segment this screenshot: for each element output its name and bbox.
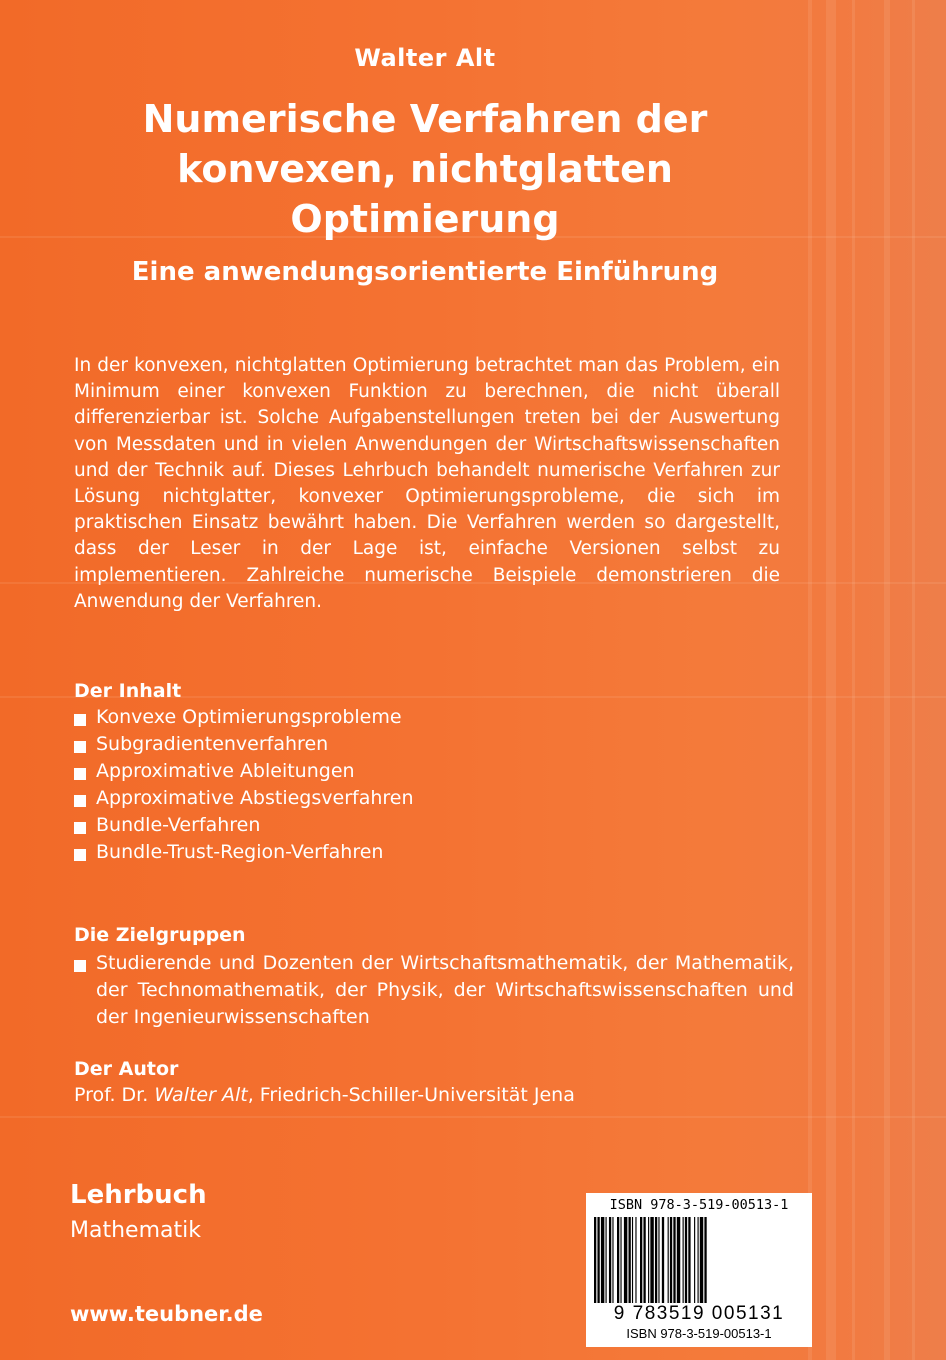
barcode-bar	[606, 1217, 607, 1303]
barcode-bar	[643, 1217, 645, 1303]
author-name: Walter Alt	[354, 44, 496, 72]
list-item: Approximative Ableitungen	[74, 758, 414, 785]
series-subject: Mathematik	[70, 1218, 201, 1243]
square-bullet-icon	[74, 822, 86, 834]
texture-streak	[884, 0, 890, 1360]
isbn-bottom-label: ISBN 978-3-519-00513-1	[626, 1326, 772, 1341]
texture-streak	[852, 0, 855, 1360]
description-paragraph: In der konvexen, nichtglatten Optimierung betrachtet man das Problem, ein Minimum einer konvexen Funktion zu berechnen, die nicht überall differenzierbar ist. Solche Aufgabenstellungen treten bei der Auswertung von Messdaten und in vielen Anwendungen der Wirtschaftswissenschaften und der Technik auf. Dieses Lehrbuch behandelt numerische Verfahren zur Lösung nichtglatter, konvexer Optimierungsprobleme, die sich im praktischen Einsatz bewährt haben. Die Verfahren werden so dargestellt, dass der Leser in der Lage ist, einfache Versionen selbst zu implementieren. Zahlreiche numerische Beispiele demonstrieren die Anwendung der Verfahren.	[74, 355, 780, 612]
barcode-bar	[650, 1217, 653, 1303]
barcode-bar	[629, 1217, 631, 1303]
barcode-bar	[700, 1217, 703, 1303]
title-line: Numerische Verfahren der	[142, 97, 708, 141]
author-heading: Der Autor	[74, 1058, 179, 1080]
author-title: Prof. Dr.	[74, 1084, 149, 1106]
barcode-bar	[594, 1217, 596, 1303]
barcode-bar	[620, 1217, 621, 1303]
barcode-bar	[698, 1217, 699, 1303]
barcode-bar	[655, 1217, 657, 1303]
list-item: Approximative Abstiegsverfahren	[74, 785, 414, 812]
series-name: Lehrbuch	[70, 1180, 207, 1210]
audience-text: Studierende und Dozenten der Wirtschaftsmathematik, der Mathematik, der Technomathematik, der Physik, der Wirtschaftswissenschaften und der Ingenieurwissenschaften	[96, 952, 794, 1028]
barcode-bar	[688, 1217, 690, 1303]
square-bullet-icon	[74, 795, 86, 807]
barcode-bar	[668, 1217, 669, 1303]
barcode-bar	[597, 1217, 599, 1303]
barcode-bar	[601, 1217, 604, 1303]
contents-heading: Der Inhalt	[74, 680, 182, 702]
list-item: Konvexe Optimierungsprobleme	[74, 704, 414, 731]
isbn-top-label: ISBN 978-3-519-00513-1	[609, 1197, 789, 1213]
texture-line	[0, 1116, 946, 1118]
author-affiliation: , Friedrich-Schiller-Universität Jena	[247, 1084, 575, 1106]
title-line: konvexen, nichtglatten	[177, 147, 673, 191]
square-bullet-icon	[74, 768, 86, 780]
barcode-bar	[635, 1217, 636, 1303]
barcode-bar	[624, 1217, 627, 1303]
square-bullet-icon	[74, 714, 86, 726]
barcode-bar	[683, 1217, 684, 1303]
barcode-bar	[673, 1217, 675, 1303]
barcode-bar	[640, 1217, 642, 1303]
title-line: Optimierung	[290, 197, 560, 241]
barcode-bar	[609, 1217, 611, 1303]
book-subtitle: Eine anwendungsorientierte Einführung	[131, 257, 719, 287]
barcode-bar	[617, 1217, 619, 1303]
list-item: Subgradientenverfahren	[74, 731, 414, 758]
barcode-bar	[685, 1217, 687, 1303]
texture-streak	[912, 0, 915, 1360]
audience-heading: Die Zielgruppen	[74, 924, 246, 946]
barcode-bar	[632, 1217, 633, 1303]
square-bullet-icon	[74, 849, 86, 861]
barcode-bar	[648, 1217, 649, 1303]
author-info-name: Walter Alt	[154, 1084, 248, 1106]
book-title	[0, 94, 850, 244]
isbn-barcode	[586, 1193, 812, 1347]
contents-list	[74, 704, 414, 866]
barcode-bar	[677, 1217, 680, 1303]
barcode-bar	[612, 1217, 613, 1303]
author-info	[74, 1084, 575, 1106]
barcode-bar	[694, 1217, 695, 1303]
square-bullet-icon	[74, 741, 86, 753]
square-bullet-icon	[74, 960, 86, 972]
barcode-bar	[662, 1217, 664, 1303]
barcode-bar	[670, 1217, 672, 1303]
barcode-bars-icon	[594, 1217, 804, 1303]
publisher-url[interactable]: www.teubner.de	[70, 1302, 263, 1326]
list-item: Bundle-Trust-Region-Verfahren	[74, 839, 414, 866]
barcode-bar	[658, 1217, 659, 1303]
audience-item	[74, 950, 794, 1031]
barcode-digits: 9 783519 005131	[613, 1303, 785, 1324]
list-item: Bundle-Verfahren	[74, 812, 414, 839]
barcode-bar	[704, 1217, 706, 1303]
